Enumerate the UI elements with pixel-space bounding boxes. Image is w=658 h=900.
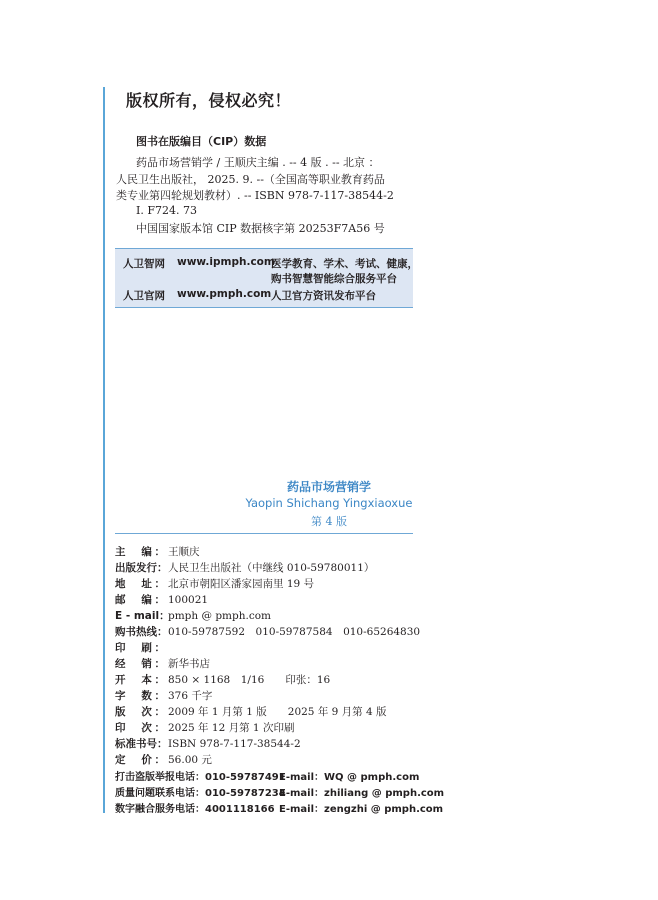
detail-label: 版 次： bbox=[115, 706, 165, 718]
site-name: 人卫官网 bbox=[123, 290, 165, 302]
detail-row bbox=[115, 576, 314, 590]
detail-label: 地 址： bbox=[115, 578, 165, 590]
left-accent-bar bbox=[103, 87, 105, 813]
isbn-value: ISBN 978-7-117-38544-2 bbox=[168, 738, 301, 750]
detail-row bbox=[115, 720, 294, 734]
site-description: 人卫官方资讯发布平台 bbox=[271, 290, 376, 302]
hotline-row bbox=[115, 800, 444, 815]
detail-label: 出版发行： bbox=[115, 562, 168, 574]
website-info-box bbox=[115, 248, 418, 308]
detail-value: 新华书店 bbox=[168, 658, 210, 670]
detail-value: 2009 年 1 月第 1 版 2025 年 9 月第 4 版 bbox=[168, 706, 387, 718]
detail-label: E - mail： bbox=[115, 610, 170, 622]
hotline-phone: 打击盗版举报电话：010-59787491 bbox=[115, 772, 286, 783]
detail-label: 邮 编： bbox=[115, 594, 165, 606]
detail-row bbox=[115, 544, 200, 558]
cip-line: 中国国家版本馆 CIP 数据核字第 20253F7A56 号 bbox=[136, 222, 385, 235]
cip-line: Ⅰ. F724. 73 bbox=[136, 204, 197, 217]
detail-value: 北京市朝阳区潘家园南里 19 号 bbox=[168, 578, 315, 590]
hotline-row bbox=[115, 768, 420, 783]
detail-value: 人民卫生出版社（中继线 010-59780011） bbox=[168, 562, 375, 574]
site-url-link[interactable]: www.pmph.com bbox=[177, 288, 272, 300]
email-value: pmph @ pmph.com bbox=[168, 610, 271, 622]
detail-value: 2025 年 12 月第 1 次印刷 bbox=[168, 722, 295, 734]
divider bbox=[115, 533, 413, 534]
site-url-link[interactable]: www.ipmph.com bbox=[177, 256, 275, 268]
detail-label: 标准书号： bbox=[115, 738, 168, 750]
detail-label: 经 销： bbox=[115, 658, 165, 670]
detail-row bbox=[115, 736, 301, 750]
site-name: 人卫智网 bbox=[123, 258, 165, 270]
hotline-email: E-mail：zengzhi @ pmph.com bbox=[279, 804, 444, 815]
cip-title: 图书在版编目（CIP）数据 bbox=[136, 135, 267, 148]
copyright-notice: 版权所有，侵权必究！ bbox=[126, 91, 292, 110]
hotline-row bbox=[115, 784, 445, 799]
price-value: 56.00 元 bbox=[168, 754, 212, 766]
detail-value: 王顺庆 bbox=[168, 546, 200, 558]
detail-label: 印 次： bbox=[115, 722, 165, 734]
detail-label: 开 本： bbox=[115, 674, 165, 686]
detail-value: 100021 bbox=[168, 594, 209, 606]
hotline-phone: 质量问题联系电话：010-59787234 bbox=[115, 788, 286, 799]
detail-row bbox=[115, 656, 210, 670]
detail-row bbox=[115, 704, 387, 718]
detail-label: 定 价： bbox=[115, 754, 165, 766]
book-title: 药品市场营销学 bbox=[286, 480, 371, 494]
detail-label: 字 数： bbox=[115, 690, 165, 702]
detail-row bbox=[115, 688, 212, 702]
detail-row bbox=[115, 624, 420, 638]
hotline-email: E-mail：zhiliang @ pmph.com bbox=[279, 788, 445, 799]
detail-row bbox=[115, 752, 212, 766]
detail-label: 主 编： bbox=[115, 546, 165, 558]
book-edition: 第 4 版 bbox=[311, 515, 347, 528]
detail-row bbox=[115, 640, 168, 654]
cip-line: 药品市场营销学 / 王顺庆主编 . -- 4 版 . -- 北京 ： bbox=[136, 156, 380, 169]
detail-row bbox=[115, 592, 208, 606]
site-description: 医学教育、学术、考试、健康， bbox=[271, 258, 418, 270]
site-description: 购书智慧智能综合服务平台 bbox=[271, 273, 397, 285]
detail-row bbox=[115, 672, 330, 686]
hotline-phone: 数字融合服务电话：4001118166 bbox=[115, 804, 275, 815]
detail-row bbox=[115, 560, 374, 574]
detail-value: 850 × 1168 1/16 印张：16 bbox=[168, 674, 331, 686]
detail-row bbox=[115, 608, 271, 622]
hotline-email: E-mail：WQ @ pmph.com bbox=[279, 772, 420, 783]
detail-label: 购书热线： bbox=[115, 626, 168, 638]
detail-label: 印 刷： bbox=[115, 642, 165, 654]
book-title-pinyin: Yaopin Shichang Yingxiaoxue bbox=[245, 496, 413, 510]
detail-value: 376 千字 bbox=[168, 690, 213, 702]
cip-line: 人民卫生出版社， 2025. 9. --（全国高等职业教育药品 bbox=[116, 173, 385, 186]
cip-line: 类专业第四轮规划教材）. -- ISBN 978-7-117-38544-2 bbox=[116, 189, 394, 202]
phone-value: 010-59787592 010-59787584 010-65264830 bbox=[168, 626, 421, 638]
